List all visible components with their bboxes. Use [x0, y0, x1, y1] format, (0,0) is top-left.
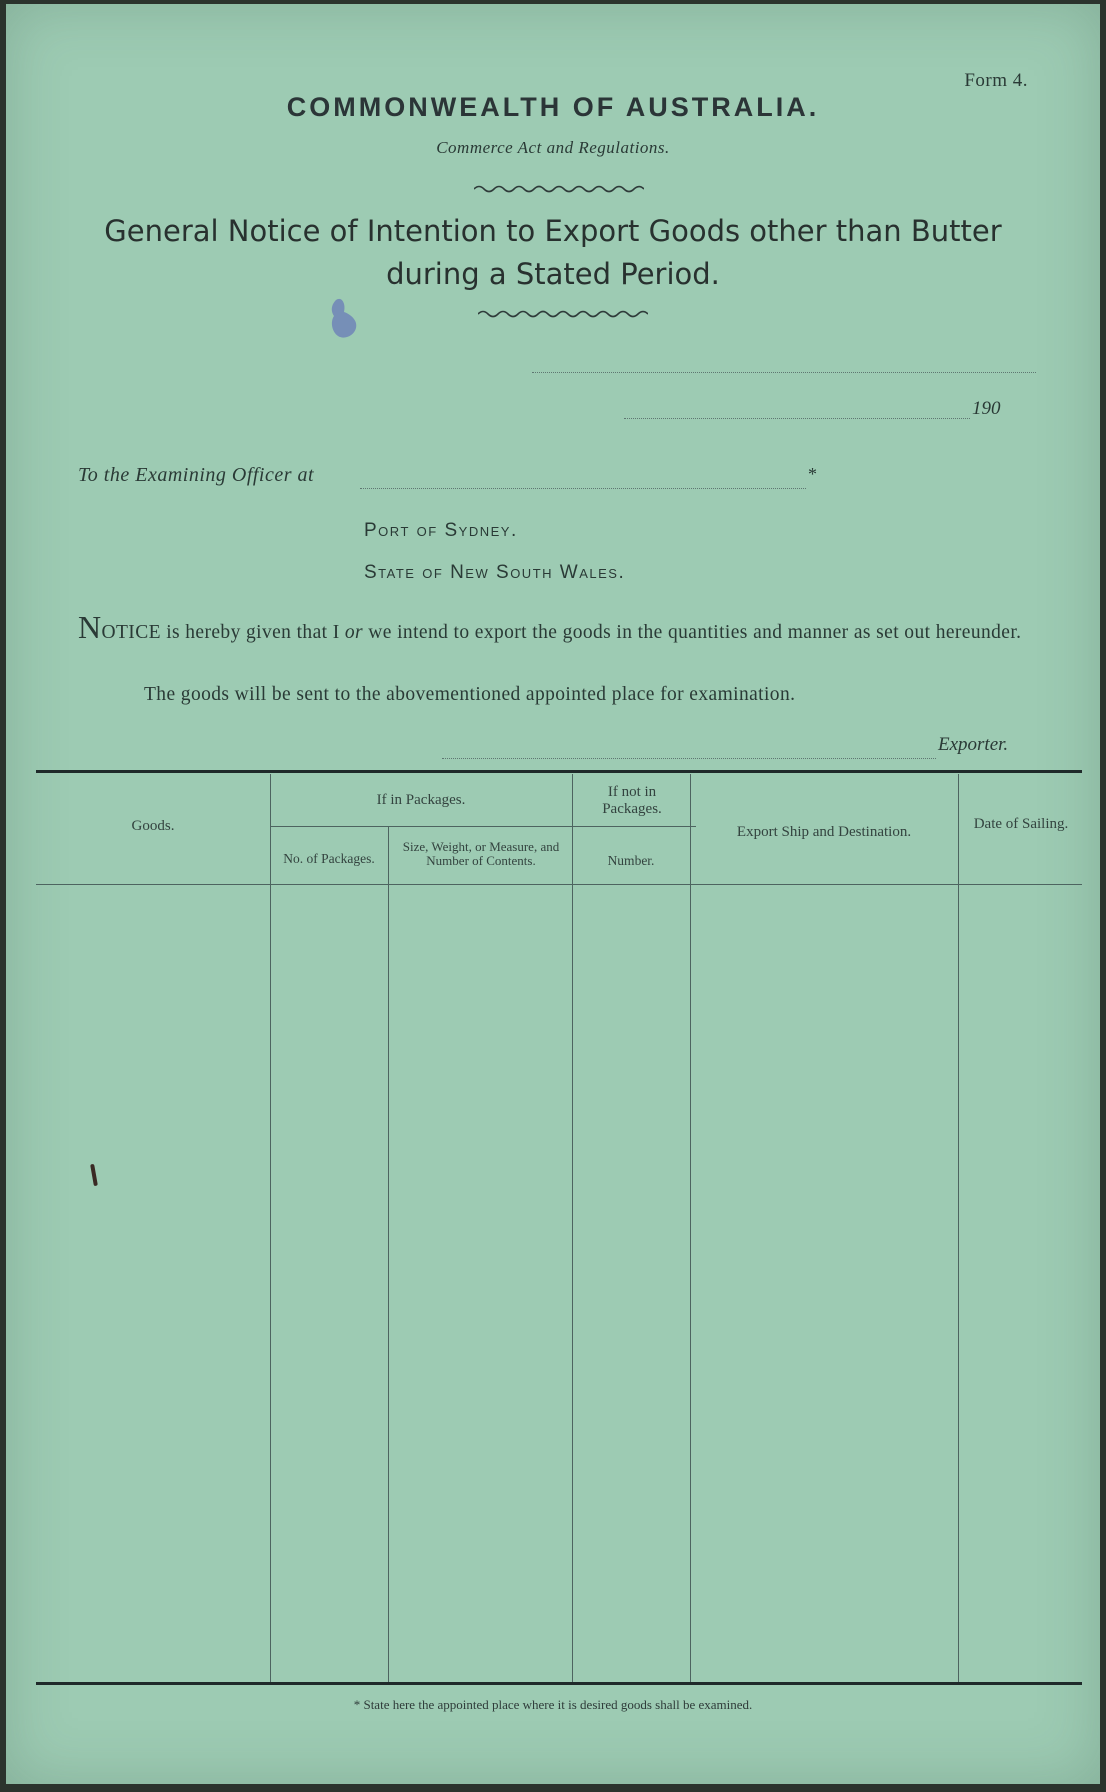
header-if-in-packages: If in Packages. [376, 792, 466, 808]
table-subheader-rule [270, 826, 696, 827]
form-title [66, 210, 1040, 296]
table-bottom-rule [36, 1682, 1082, 1685]
table-col-divider-4 [690, 774, 691, 1682]
footnote: * State here the appointed place where it is desired goods shall be examined. [353, 1697, 753, 1712]
notice-or: or [344, 622, 364, 643]
notice-drop-cap: N [78, 609, 102, 645]
exporter-signature-line [442, 758, 936, 759]
examining-place-line [360, 488, 806, 489]
table-col-divider-1 [270, 774, 271, 1682]
notice-paragraph [78, 609, 1038, 646]
form-heading: COMMONWEALTH OF AUSTRALIA. [286, 92, 820, 122]
header-export-ship: Export Ship and Destination. [736, 824, 912, 840]
header-date-of-sailing: Date of Sailing. [973, 816, 1069, 832]
notice-text-2: we intend to export the goods in the quantities and manner as set out hereunder. [363, 622, 1022, 643]
state-name: State of New South Wales. [364, 562, 626, 583]
table-col-divider-5 [958, 774, 959, 1682]
place-line [532, 372, 1036, 373]
year-suffix: 190 [972, 398, 1001, 419]
form-title-line2: during a Stated Period. [386, 257, 720, 291]
notice-text-1: OTICE is hereby given that I [101, 622, 345, 643]
header-number: Number. [607, 853, 655, 868]
header-no-of-packages: No. of Packages. [283, 851, 375, 866]
form-subheading: Commerce Act and Regulations. [436, 138, 670, 157]
exporter-label: Exporter. [938, 734, 1009, 755]
goods-sent-statement: The goods will be sent to the abovementioned appointed place for examination. [144, 684, 796, 705]
date-line [624, 418, 970, 419]
header-size-weight: Size, Weight, or Measure, and Number of Contents. [402, 839, 560, 868]
table-top-rule [36, 770, 1082, 773]
ink-blot-mark [328, 296, 362, 342]
form-title-line1: General Notice of Intention to Export Goods other than Butter [104, 214, 1002, 248]
to-examining-officer-label: To the Examining Officer at [78, 464, 315, 486]
form-number: Form 4. [964, 70, 1028, 91]
header-if-not-in-packages: If not in Packages. [602, 784, 662, 817]
ornament-rule-bottom [478, 309, 648, 319]
form-sheet [6, 4, 1100, 1784]
header-goods: Goods. [131, 818, 175, 834]
pencil-mark [90, 1164, 98, 1186]
asterisk-mark: * [808, 464, 817, 484]
table-col-divider-3 [572, 774, 573, 1682]
ornament-rule-top [474, 184, 644, 194]
table-header-bottom-rule [36, 884, 1082, 885]
table-col-divider-2 [388, 826, 389, 1682]
port-name: Port of Sydney. [364, 520, 518, 541]
